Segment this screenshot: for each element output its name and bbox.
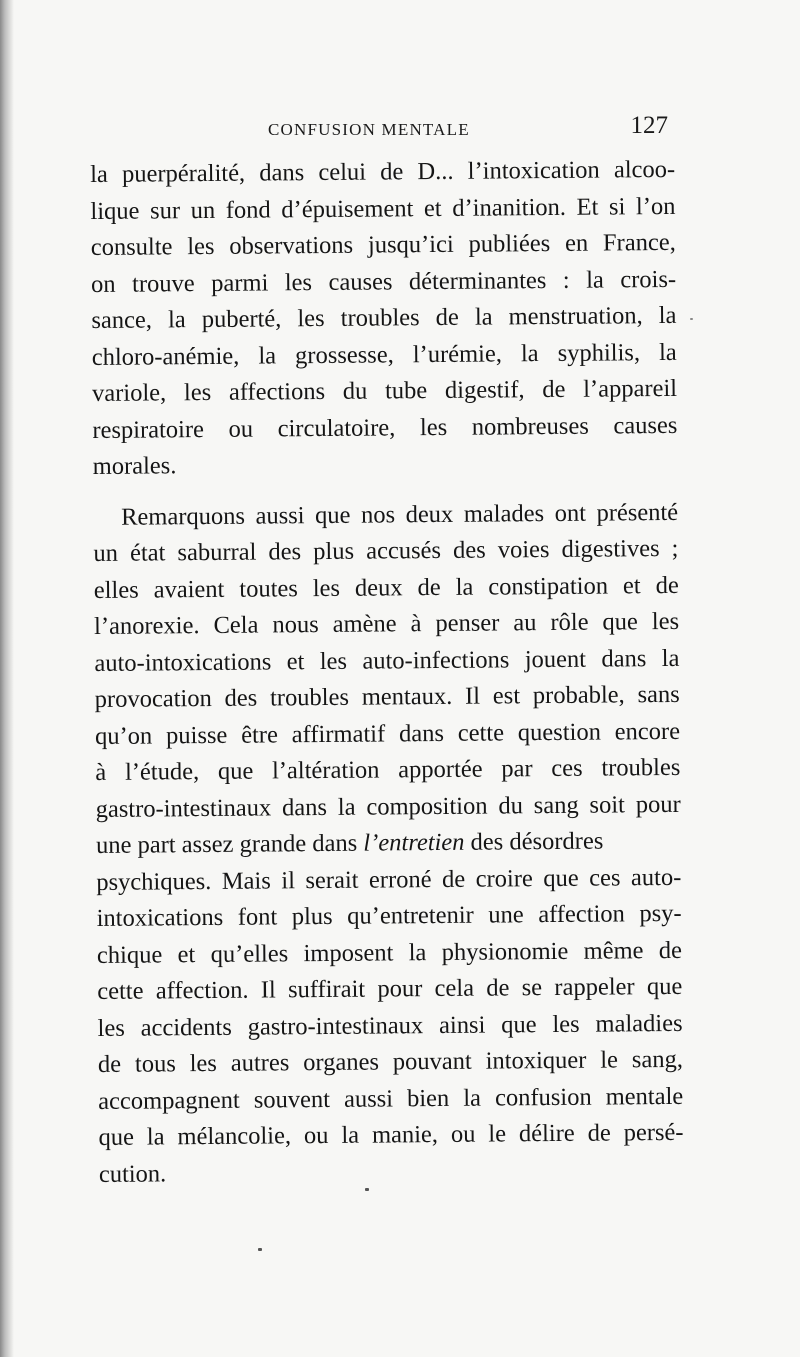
text-line: chloro-anémie, la grossesse, l’urémie, la syphilis, la	[91, 338, 677, 371]
text-line: variole, les affections du tube digestif, de l’appareil	[91, 374, 678, 407]
page-gutter-shadow	[0, 0, 14, 1357]
text-line: la puerpéralité, dans celui de D... l’intoxication alcoo-	[90, 155, 676, 188]
text-line: cette affection. Il suffirait pour cela de se rappeler que	[97, 972, 683, 1005]
print-speck	[690, 318, 693, 320]
text-line: morales.	[92, 452, 177, 480]
text-line: Remarquons aussi que nos deux malades ont présenté	[121, 498, 679, 531]
text-line: de tous les autres organes pouvant intoxiquer le sang,	[97, 1045, 684, 1078]
print-speck	[365, 1188, 369, 1191]
text-line: que la mélancolie, ou la manie, ou le délire de persé-	[98, 1118, 684, 1151]
text-line: accompagnent souvent aussi bien la confusion mentale	[98, 1082, 684, 1115]
page-header	[90, 112, 670, 152]
text-segment: une part assez grande dans	[95, 829, 364, 859]
text-line: les accidents gastro-intestinaux ainsi que les maladies	[97, 1009, 683, 1042]
text-line: respiratoire ou circulatoire, les nombreuses causes	[92, 411, 678, 444]
italic-term: l’entretien	[363, 828, 465, 857]
text-segment: des désordres	[464, 827, 604, 856]
text-line: qu’on puisse être affirmatif dans cette question encore	[94, 717, 681, 750]
print-speck	[258, 1248, 262, 1251]
text-line: l’anorexie. Cela nous amène à penser au rôle que les	[93, 607, 680, 640]
text-line: à l’étude, que l’altération apportée par ces troubles	[95, 753, 681, 786]
text-line: elles avaient toutes les deux de la constipation et de	[93, 571, 679, 604]
text-line: cution.	[98, 1159, 167, 1188]
text-line: sance, la puberté, les troubles de la menstruation, la	[91, 301, 677, 334]
text-line-with-italic	[96, 823, 681, 865]
text-line: intoxications font plus qu’entretenir une affection psy-	[96, 899, 682, 932]
text-line: chique et qu’elles imposent la physionomie même de	[96, 936, 683, 969]
body-text	[90, 152, 684, 1193]
text-line: gastro-intestinaux dans la composition du sang soit pour	[95, 790, 681, 823]
text-line: consulte les observations jusqu’ici publiées en France,	[90, 228, 676, 261]
text-line: provocation des troubles mentaux. Il est probable, sans	[94, 680, 680, 713]
page-number: 127	[630, 112, 668, 139]
text-line: un état saburral des plus accusés des voies digestives ;	[93, 534, 679, 567]
text-line: on trouve parmi les causes déterminantes : la crois-	[90, 265, 677, 298]
running-title: CONFUSION MENTALE	[268, 120, 470, 139]
text-line: psychiques. Mais il serait erroné de croire que ces auto-	[96, 863, 682, 896]
text-line: auto-intoxications et les auto-infections jouent dans la	[94, 644, 680, 677]
text-line: lique sur un fond d’épuisement et d’inanition. Et si l’on	[90, 192, 676, 225]
